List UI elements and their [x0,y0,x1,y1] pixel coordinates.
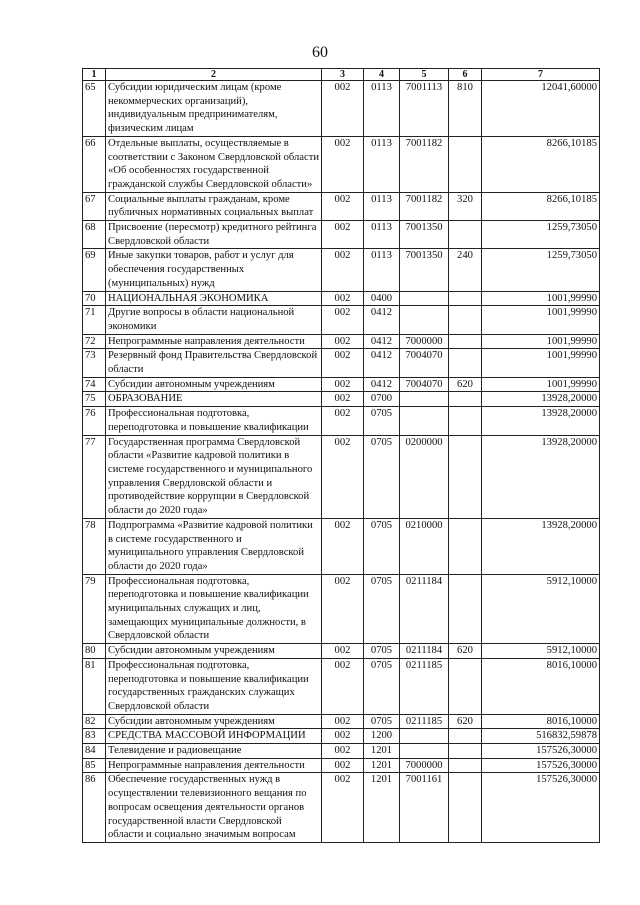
expense-type-code [449,744,482,759]
row-number: 65 [83,81,106,137]
page-number: 60 [312,44,328,61]
amount: 1001,99990 [482,377,600,392]
header-cell-5: 5 [400,69,449,81]
section-code: 0705 [364,435,400,518]
section-code: 0412 [364,349,400,377]
table-row [83,773,600,843]
target-article-code: 7004070 [400,377,449,392]
row-number: 68 [83,221,106,249]
expense-type-code [449,658,482,714]
table-header [83,69,600,81]
admin-code: 002 [322,658,364,714]
target-article-code: 0211184 [400,574,449,644]
amount: 13928,20000 [482,392,600,407]
item-name: Отдельные выплаты, осуществляемые в соответствии с Законом Свердловской области «Об особенностях государственной гражданской службы Свердловской области» [106,136,322,192]
amount: 13928,20000 [482,435,600,518]
row-number: 81 [83,658,106,714]
row-number: 86 [83,773,106,843]
item-name: Иные закупки товаров, работ и услуг для обеспечения государственных (муниципальных) нужд [106,249,322,291]
item-name: Профессиональная подготовка, переподготовка и повышение квалификации муниципальных служащих и лиц, замещающих муниципальные должности, в Свердловской области [106,574,322,644]
admin-code: 002 [322,249,364,291]
expense-type-code: 320 [449,192,482,220]
admin-code: 002 [322,435,364,518]
table-row [83,392,600,407]
table-row [83,377,600,392]
section-code: 0700 [364,392,400,407]
admin-code: 002 [322,392,364,407]
table-row [83,136,600,192]
header-cell-4: 4 [364,69,400,81]
table-row [83,758,600,773]
target-article-code: 7001182 [400,192,449,220]
amount: 5912,10000 [482,574,600,644]
target-article-code: 7000000 [400,334,449,349]
section-code: 0705 [364,714,400,729]
amount: 13928,20000 [482,518,600,574]
target-article-code [400,744,449,759]
section-code: 0705 [364,574,400,644]
table-row [83,744,600,759]
target-article-code: 7001350 [400,221,449,249]
row-number: 72 [83,334,106,349]
section-code: 0705 [364,518,400,574]
target-article-code: 0210000 [400,518,449,574]
item-name: Обеспечение государственных нужд в осуществлении телевизионного вещания по вопросам освещения деятельности органов государственной власти Свердловской области и социально значимым вопросам [106,773,322,843]
row-number: 85 [83,758,106,773]
table-row [83,714,600,729]
header-cell-2: 2 [106,69,322,81]
item-name: СРЕДСТВА МАССОВОЙ ИНФОРМАЦИИ [106,729,322,744]
row-number: 74 [83,377,106,392]
expense-type-code: 810 [449,81,482,137]
section-code: 0705 [364,658,400,714]
item-name: НАЦИОНАЛЬНАЯ ЭКОНОМИКА [106,291,322,306]
admin-code: 002 [322,729,364,744]
admin-code: 002 [322,773,364,843]
row-number: 82 [83,714,106,729]
target-article-code: 0200000 [400,435,449,518]
section-code: 1200 [364,729,400,744]
item-name: Присвоение (пересмотр) кредитного рейтинга Свердловской области [106,221,322,249]
expense-type-code [449,392,482,407]
admin-code: 002 [322,136,364,192]
admin-code: 002 [322,306,364,334]
admin-code: 002 [322,349,364,377]
table-row [83,658,600,714]
item-name: Профессиональная подготовка, переподготовка и повышение квалификации государственных гражданских служащих Свердловской области [106,658,322,714]
expense-type-code: 240 [449,249,482,291]
target-article-code [400,407,449,435]
expense-type-code [449,435,482,518]
item-name: Субсидии автономным учреждениям [106,714,322,729]
admin-code: 002 [322,221,364,249]
item-name: Другие вопросы в области национальной экономики [106,306,322,334]
amount: 1001,99990 [482,306,600,334]
expense-type-code [449,773,482,843]
row-number: 80 [83,644,106,659]
table-row [83,407,600,435]
section-code: 0412 [364,334,400,349]
admin-code: 002 [322,291,364,306]
expense-type-code [449,334,482,349]
section-code: 1201 [364,744,400,759]
admin-code: 002 [322,758,364,773]
expense-type-code [449,221,482,249]
row-number: 73 [83,349,106,377]
expense-type-code [449,291,482,306]
table-row [83,334,600,349]
admin-code: 002 [322,714,364,729]
amount: 8016,10000 [482,714,600,729]
admin-code: 002 [322,334,364,349]
row-number: 69 [83,249,106,291]
amount: 8016,10000 [482,658,600,714]
item-name: Непрограммные направления деятельности [106,758,322,773]
item-name: Подпрограмма «Развитие кадровой политики в системе государственного и муниципального управления Свердловской области до 2020 года» [106,518,322,574]
row-number: 83 [83,729,106,744]
expense-type-code [449,518,482,574]
expense-type-code [449,136,482,192]
table-body [83,81,600,843]
amount: 157526,30000 [482,744,600,759]
admin-code: 002 [322,407,364,435]
row-number: 76 [83,407,106,435]
item-name: Профессиональная подготовка, переподготовка и повышение квалификации [106,407,322,435]
admin-code: 002 [322,744,364,759]
section-code: 0113 [364,136,400,192]
target-article-code: 0211185 [400,658,449,714]
admin-code: 002 [322,518,364,574]
target-article-code: 0211185 [400,714,449,729]
target-article-code: 7001113 [400,81,449,137]
section-code: 0412 [364,377,400,392]
table-row [83,729,600,744]
target-article-code [400,392,449,407]
item-name: Непрограммные направления деятельности [106,334,322,349]
header-row [83,69,600,81]
row-number: 78 [83,518,106,574]
expense-type-code [449,574,482,644]
amount: 5912,10000 [482,644,600,659]
table-row [83,291,600,306]
amount: 8266,10185 [482,136,600,192]
item-name: Резервный фонд Правительства Свердловской области [106,349,322,377]
row-number: 71 [83,306,106,334]
amount: 1001,99990 [482,334,600,349]
section-code: 0113 [364,81,400,137]
header-cell-6: 6 [449,69,482,81]
amount: 12041,60000 [482,81,600,137]
amount: 1259,73050 [482,249,600,291]
table-row [83,574,600,644]
section-code: 0412 [364,306,400,334]
section-code: 1201 [364,773,400,843]
expense-type-code [449,758,482,773]
row-number: 67 [83,192,106,220]
section-code: 0113 [364,249,400,291]
item-name: Субсидии автономным учреждениям [106,644,322,659]
target-article-code [400,729,449,744]
table-row [83,435,600,518]
row-number: 70 [83,291,106,306]
table-row [83,221,600,249]
admin-code: 002 [322,192,364,220]
expense-type-code: 620 [449,714,482,729]
budget-table [82,68,600,843]
table-row [83,81,600,137]
target-article-code [400,306,449,334]
item-name: Социальные выплаты гражданам, кроме публичных нормативных социальных выплат [106,192,322,220]
expense-type-code [449,306,482,334]
expense-type-code: 620 [449,377,482,392]
amount: 1001,99990 [482,291,600,306]
admin-code: 002 [322,377,364,392]
section-code: 0400 [364,291,400,306]
amount: 1001,99990 [482,349,600,377]
expense-type-code: 620 [449,644,482,659]
admin-code: 002 [322,644,364,659]
target-article-code: 7000000 [400,758,449,773]
header-cell-1: 1 [83,69,106,81]
row-number: 75 [83,392,106,407]
amount: 8266,10185 [482,192,600,220]
section-code: 0113 [364,221,400,249]
target-article-code: 7001182 [400,136,449,192]
amount: 157526,30000 [482,758,600,773]
row-number: 79 [83,574,106,644]
amount: 13928,20000 [482,407,600,435]
row-number: 84 [83,744,106,759]
item-name: Государственная программа Свердловской области «Развитие кадровой политики в системе государственного и муниципального управления Свердловской области и противодействие коррупции в Свердловской области до 2020 года» [106,435,322,518]
item-name: Телевидение и радиовещание [106,744,322,759]
target-article-code: 0211184 [400,644,449,659]
target-article-code: 7001161 [400,773,449,843]
header-cell-7: 7 [482,69,600,81]
target-article-code: 7004070 [400,349,449,377]
table-row [83,518,600,574]
expense-type-code [449,349,482,377]
row-number: 66 [83,136,106,192]
amount: 516832,59878 [482,729,600,744]
admin-code: 002 [322,81,364,137]
target-article-code: 7001350 [400,249,449,291]
table-row [83,306,600,334]
table-row [83,644,600,659]
admin-code: 002 [322,574,364,644]
item-name: Субсидии автономным учреждениям [106,377,322,392]
item-name: Субсидии юридическим лицам (кроме некоммерческих организаций), индивидуальным предпринимателям, физическим лицам [106,81,322,137]
header-cell-3: 3 [322,69,364,81]
table-row [83,192,600,220]
section-code: 0705 [364,644,400,659]
expense-type-code [449,729,482,744]
table-row [83,349,600,377]
target-article-code [400,291,449,306]
section-code: 0705 [364,407,400,435]
amount: 1259,73050 [482,221,600,249]
item-name: ОБРАЗОВАНИЕ [106,392,322,407]
row-number: 77 [83,435,106,518]
expense-type-code [449,407,482,435]
section-code: 0113 [364,192,400,220]
section-code: 1201 [364,758,400,773]
table-row [83,249,600,291]
amount: 157526,30000 [482,773,600,843]
